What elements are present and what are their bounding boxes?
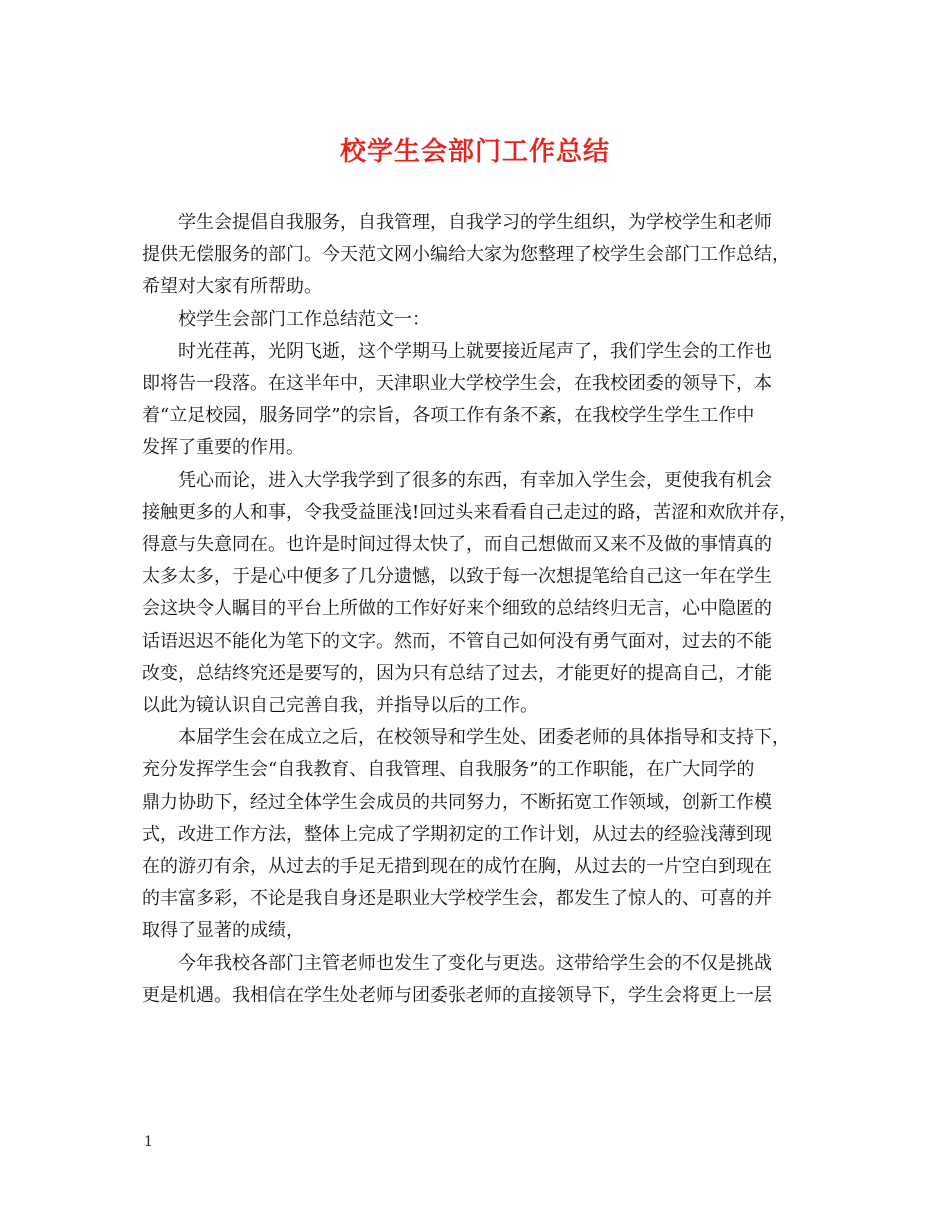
- paragraph-line: 接触更多的人和事，令我受益匪浅!回过头来看看自己走过的路，苦涩和欢欣并存，: [142, 501, 798, 523]
- document-title: 校学生会部门工作总结: [339, 137, 610, 167]
- paragraph-line: 在的游刃有余，从过去的手足无措到现在的成竹在胸，从过去的一片空白到现在: [142, 856, 772, 878]
- paragraph: [142, 336, 810, 465]
- document-body: [142, 207, 810, 1012]
- paragraph-line: 提供无偿服务的部门。今天范文网小编给大家为您整理了校学生会部门工作总结，: [142, 244, 790, 266]
- paragraph-line: 太多太多，于是心中便多了几分遗憾，以致于每一次想提笔给自己这一年在学生: [142, 566, 772, 588]
- paragraph-line: 本届学生会在成立之后，在校领导和学生处、团委老师的具体指导和支持下，: [178, 727, 790, 749]
- paragraph-line: 充分发挥学生会“自我教育、自我管理、自我服务”的工作职能，在广大同学的: [142, 759, 755, 781]
- paragraph: [142, 304, 810, 336]
- paragraph-line: 更是机遇。我相信在学生处老师与团委张老师的直接领导下，学生会将更上一层: [142, 984, 772, 1006]
- paragraph-line: 时光荏苒，光阴飞逝，这个学期马上就要接近尾声了，我们学生会的工作也: [178, 340, 772, 362]
- paragraph-line: 学生会提倡自我服务，自我管理，自我学习的学生组织，为学校学生和老师: [178, 212, 772, 233]
- paragraph-line: 校学生会部门工作总结范文一：: [178, 308, 430, 330]
- paragraph: [142, 722, 810, 947]
- paragraph-line: 凭心而论，进入大学我学到了很多的东西，有幸加入学生会，更使我有机会: [178, 469, 772, 491]
- paragraph-line: 希望对大家有所帮助。: [142, 276, 322, 298]
- paragraph: [142, 465, 810, 723]
- paragraph-line: 着“立足校园，服务同学”的宗旨，各项工作有条不紊，在我校学生学生工作中: [142, 405, 755, 427]
- paragraph-line: 发挥了重要的作用。: [142, 437, 304, 459]
- paragraph-line: 取得了显著的成绩，: [142, 920, 304, 942]
- page-number: 1: [144, 1134, 153, 1150]
- paragraph-line: 得意与失意同在。也许是时间过得太快了，而自己想做而又来不及做的事情真的: [142, 534, 772, 556]
- paragraph-line: 会这块令人瞩目的平台上所做的工作好好来个细致的总结终归无言，心中隐匿的: [142, 598, 772, 620]
- paragraph-line: 话语迟迟不能化为笔下的文字。然而，不管自己如何没有勇气面对，过去的不能: [142, 630, 772, 652]
- paragraph: [142, 948, 810, 1012]
- paragraph-line: 今年我校各部门主管老师也发生了变化与更迭。这带给学生会的不仅是挑战: [178, 952, 772, 974]
- paragraph: [142, 207, 810, 304]
- paragraph-line: 即将告一段落。在这半年中，天津职业大学校学生会，在我校团委的领导下，本: [142, 373, 772, 395]
- paragraph-line: 式，改进工作方法，整体上完成了学期初定的工作计划，从过去的经验浅薄到现: [142, 823, 772, 845]
- paragraph-line: 鼎力协助下，经过全体学生会成员的共同努力，不断拓宽工作领域，创新工作模: [142, 791, 772, 813]
- paragraph-line: 的丰富多彩，不论是我自身还是职业大学校学生会，都发生了惊人的、可喜的并: [142, 888, 772, 910]
- paragraph-line: 以此为镜认识自己完善自我，并指导以后的工作。: [142, 695, 538, 717]
- paragraph-line: 改变，总结终究还是要写的，因为只有总结了过去，才能更好的提高自己，才能: [142, 662, 772, 684]
